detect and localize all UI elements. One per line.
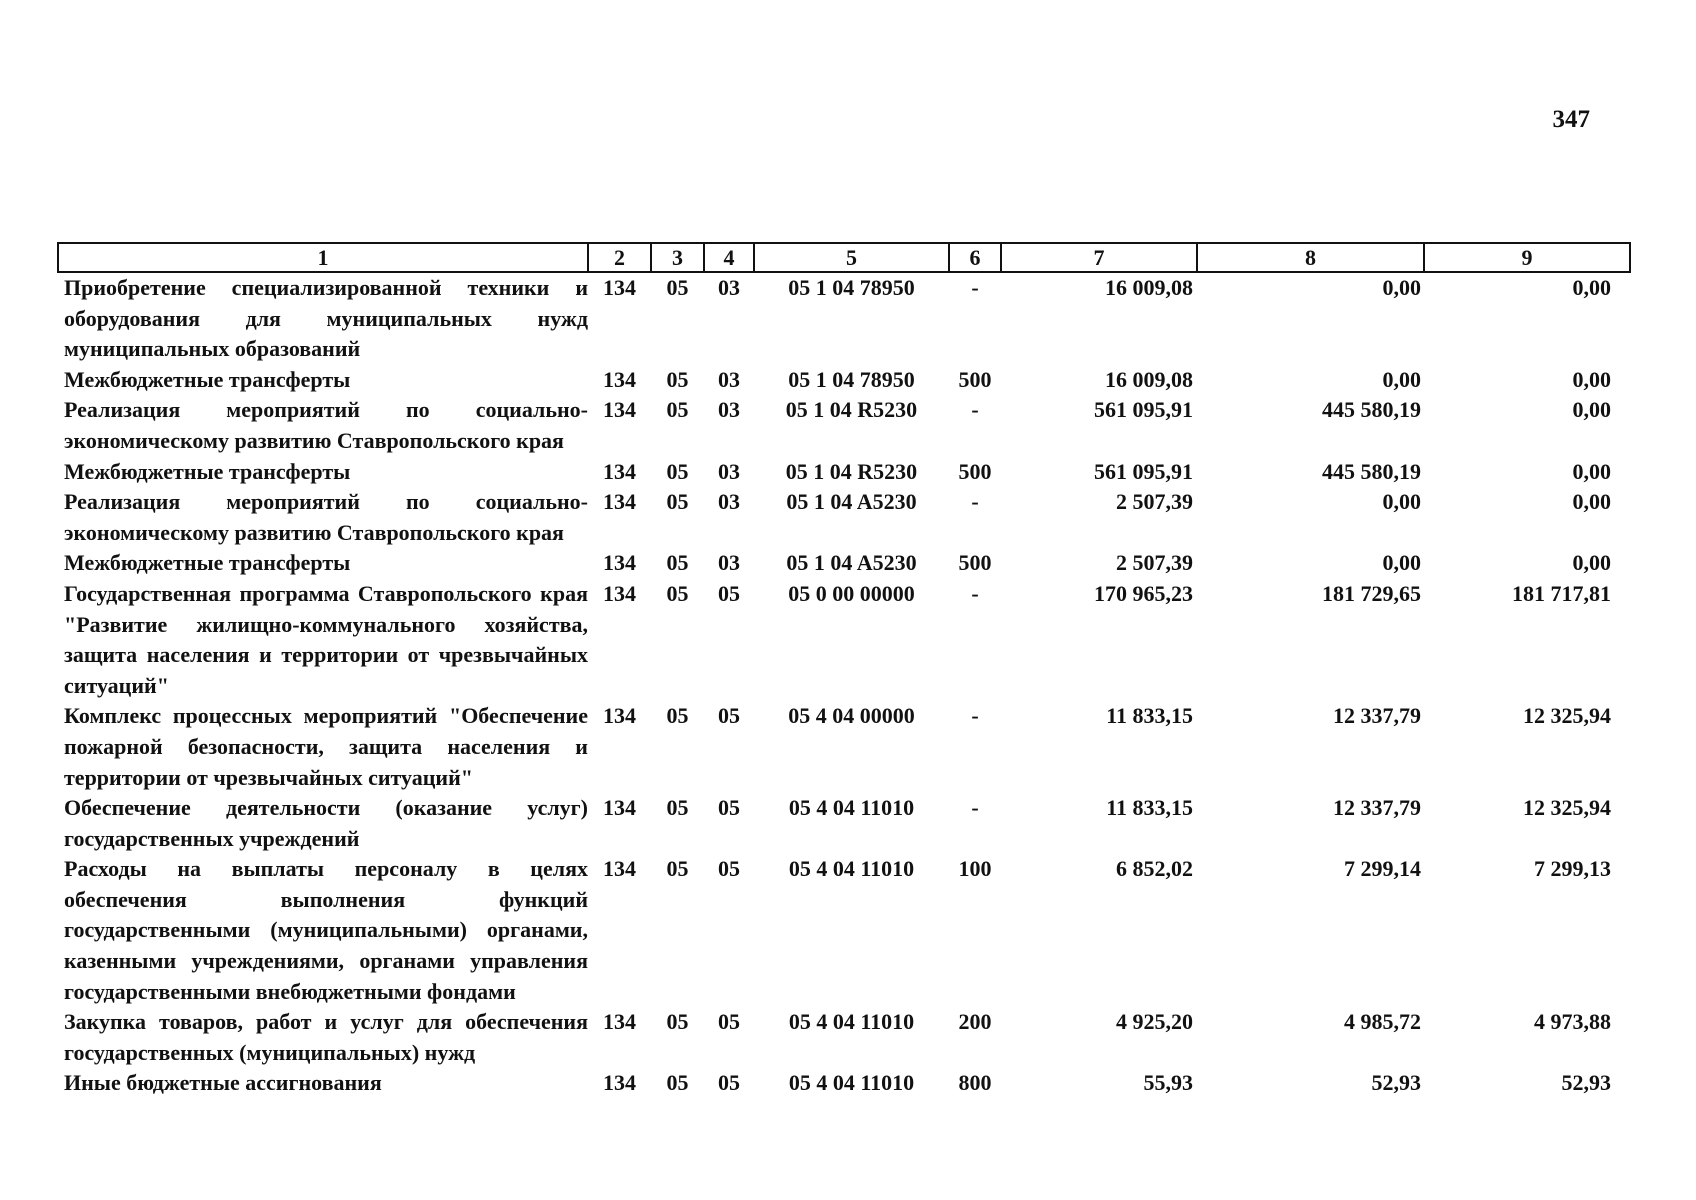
table-row [58, 365, 1630, 396]
amount-col-7: 4 925,20 [1116, 1009, 1193, 1035]
table-row [58, 457, 1630, 488]
amount-col-8: 52,93 [1371, 1070, 1421, 1096]
amount-col-9: 181 717,81 [1512, 580, 1611, 606]
expense-name: Приобретение специализированной техники и оборудования для муниципальных нужд муниципальных образований [64, 275, 588, 362]
ministry-code: 134 [603, 550, 636, 576]
subsection-code: 03 [718, 550, 740, 576]
table-row [58, 1007, 1630, 1068]
amount-col-8: 12 337,79 [1333, 703, 1421, 729]
amount-col-7: 16 009,08 [1105, 275, 1193, 300]
ministry-code: 134 [603, 856, 636, 882]
amount-col-8: 12 337,79 [1333, 795, 1421, 821]
target-item-code: 05 4 04 00000 [788, 703, 915, 729]
section-code: 05 [666, 275, 689, 300]
expense-type-code: - [971, 703, 979, 729]
amount-col-8: 4 985,72 [1344, 1009, 1421, 1035]
section-code: 05 [666, 489, 689, 515]
amount-col-9: 52,93 [1561, 1070, 1611, 1096]
amount-col-8: 0,00 [1382, 275, 1421, 300]
ministry-code: 134 [603, 397, 636, 423]
amount-col-9: 0,00 [1572, 458, 1611, 484]
amount-col-9: 0,00 [1572, 366, 1611, 392]
amount-col-8: 0,00 [1382, 489, 1421, 515]
ministry-code: 134 [603, 366, 636, 392]
subsection-code: 05 [718, 1070, 740, 1096]
amount-col-7: 6 852,02 [1116, 856, 1193, 882]
ministry-code: 134 [603, 458, 636, 484]
expense-type-code: - [971, 489, 979, 515]
subsection-code: 05 [718, 1009, 740, 1035]
target-item-code: 05 4 04 11010 [788, 795, 915, 821]
expense-name: Реализация мероприятий по социально-экономическому развитию Ставропольского края [64, 397, 588, 453]
amount-col-8: 7 299,14 [1344, 856, 1421, 882]
expense-type-code: 500 [958, 458, 992, 484]
header-cell-9: 9 [1424, 243, 1630, 272]
amount-col-9: 0,00 [1572, 550, 1611, 576]
table-row [58, 548, 1630, 579]
target-item-code: 05 4 04 11010 [788, 1070, 915, 1096]
section-code: 05 [666, 397, 689, 423]
amount-col-7: 55,93 [1143, 1070, 1193, 1096]
section-code: 05 [666, 458, 689, 484]
expense-name: Обеспечение деятельности (оказание услуг) государственных учреждений [64, 795, 588, 851]
expense-type-code: - [971, 397, 979, 423]
page-number: 347 [1552, 106, 1590, 133]
expense-type-code: 500 [958, 550, 992, 576]
header-cell-7: 7 [1001, 243, 1197, 272]
ministry-code: 134 [603, 1070, 636, 1096]
budget-table [57, 242, 1631, 1099]
ministry-code: 134 [603, 275, 636, 300]
amount-col-7: 561 095,91 [1094, 458, 1193, 484]
amount-col-9: 0,00 [1572, 489, 1611, 515]
table-row [58, 487, 1630, 548]
expense-type-code: - [971, 580, 979, 606]
amount-col-7: 170 965,23 [1094, 580, 1193, 606]
table-body [58, 272, 1630, 1099]
expense-name: Межбюджетные трансферты [64, 458, 351, 484]
expense-name: Реализация мероприятий по социально-экономическому развитию Ставропольского края [64, 489, 588, 545]
subsection-code: 05 [718, 580, 740, 606]
expense-name: Межбюджетные трансферты [64, 366, 351, 392]
ministry-code: 134 [603, 489, 636, 515]
ministry-code: 134 [603, 1009, 636, 1035]
expense-type-code: 200 [958, 1009, 992, 1035]
target-item-code: 05 0 00 00000 [788, 580, 915, 606]
table-row [58, 579, 1630, 701]
expense-name: Закупка товаров, работ и услуг для обеспечения государственных (муниципальных) нужд [64, 1009, 588, 1065]
amount-col-9: 0,00 [1572, 275, 1611, 300]
header-cell-3: 3 [651, 243, 704, 272]
subsection-code: 05 [718, 856, 740, 882]
amount-col-7: 2 507,39 [1116, 489, 1193, 515]
target-item-code: 05 1 04 A5230 [786, 550, 917, 576]
amount-col-8: 445 580,19 [1322, 397, 1421, 423]
section-code: 05 [666, 795, 689, 821]
amount-col-7: 11 833,15 [1106, 795, 1193, 821]
table-row [58, 395, 1630, 456]
table-row [58, 1068, 1630, 1099]
expense-name: Иные бюджетные ассигнования [64, 1070, 382, 1096]
section-code: 05 [666, 580, 689, 606]
target-item-code: 05 1 04 78950 [788, 366, 915, 392]
target-item-code: 05 4 04 11010 [788, 856, 915, 882]
header-cell-2: 2 [588, 243, 651, 272]
expense-type-code: 500 [958, 366, 992, 392]
section-code: 05 [666, 1009, 689, 1035]
target-item-code: 05 1 04 R5230 [785, 397, 918, 423]
expense-type-code: - [971, 795, 979, 821]
target-item-code: 05 1 04 R5230 [785, 458, 918, 484]
header-cell-4: 4 [704, 243, 754, 272]
subsection-code: 05 [718, 703, 740, 729]
amount-col-9: 4 973,88 [1534, 1009, 1611, 1035]
expense-type-code: - [971, 275, 979, 300]
section-code: 05 [666, 703, 689, 729]
subsection-code: 05 [718, 795, 740, 821]
header-cell-1: 1 [58, 243, 588, 272]
amount-col-9: 12 325,94 [1523, 703, 1611, 729]
subsection-code: 03 [718, 275, 740, 300]
section-code: 05 [666, 366, 689, 392]
ministry-code: 134 [603, 703, 636, 729]
amount-col-7: 11 833,15 [1106, 703, 1193, 729]
header-row [58, 243, 1630, 272]
subsection-code: 03 [718, 489, 740, 515]
amount-col-7: 2 507,39 [1116, 550, 1193, 576]
expense-name: Комплекс процессных мероприятий "Обеспечение пожарной безопасности, защита населения и территории от чрезвычайных ситуаций" [64, 703, 588, 790]
amount-col-7: 561 095,91 [1094, 397, 1193, 423]
expense-name: Расходы на выплаты персоналу в целях обеспечения выполнения функций государственными (муниципальными) органами, казенными учреждениями, органами управления государственными внебюджетными фондами [64, 856, 588, 1004]
table-row [58, 701, 1630, 793]
amount-col-8: 0,00 [1382, 366, 1421, 392]
amount-col-9: 0,00 [1572, 397, 1611, 423]
amount-col-8: 0,00 [1382, 550, 1421, 576]
ministry-code: 134 [603, 580, 636, 606]
subsection-code: 03 [718, 397, 740, 423]
header-cell-5: 5 [754, 243, 949, 272]
section-code: 05 [666, 1070, 689, 1096]
subsection-code: 03 [718, 458, 740, 484]
section-code: 05 [666, 856, 689, 882]
table-row [58, 854, 1630, 1007]
section-code: 05 [666, 550, 689, 576]
expense-type-code: 800 [958, 1070, 992, 1096]
amount-col-9: 7 299,13 [1534, 856, 1611, 882]
subsection-code: 03 [718, 366, 740, 392]
amount-col-9: 12 325,94 [1523, 795, 1611, 821]
expense-type-code: 100 [958, 856, 992, 882]
target-item-code: 05 4 04 11010 [788, 1009, 915, 1035]
amount-col-8: 445 580,19 [1322, 458, 1421, 484]
amount-col-8: 181 729,65 [1322, 580, 1421, 606]
expense-name: Межбюджетные трансферты [64, 550, 351, 576]
ministry-code: 134 [603, 795, 636, 821]
header-cell-8: 8 [1197, 243, 1424, 272]
target-item-code: 05 1 04 A5230 [786, 489, 917, 515]
table-row [58, 272, 1630, 365]
header-cell-6: 6 [949, 243, 1001, 272]
amount-col-7: 16 009,08 [1105, 366, 1193, 392]
target-item-code: 05 1 04 78950 [788, 275, 915, 300]
expense-name: Государственная программа Ставропольского края "Развитие жилищно-коммунального хозяйства, защита населения и территории от чрезвычайных ситуаций" [64, 580, 588, 698]
table-row [58, 793, 1630, 854]
